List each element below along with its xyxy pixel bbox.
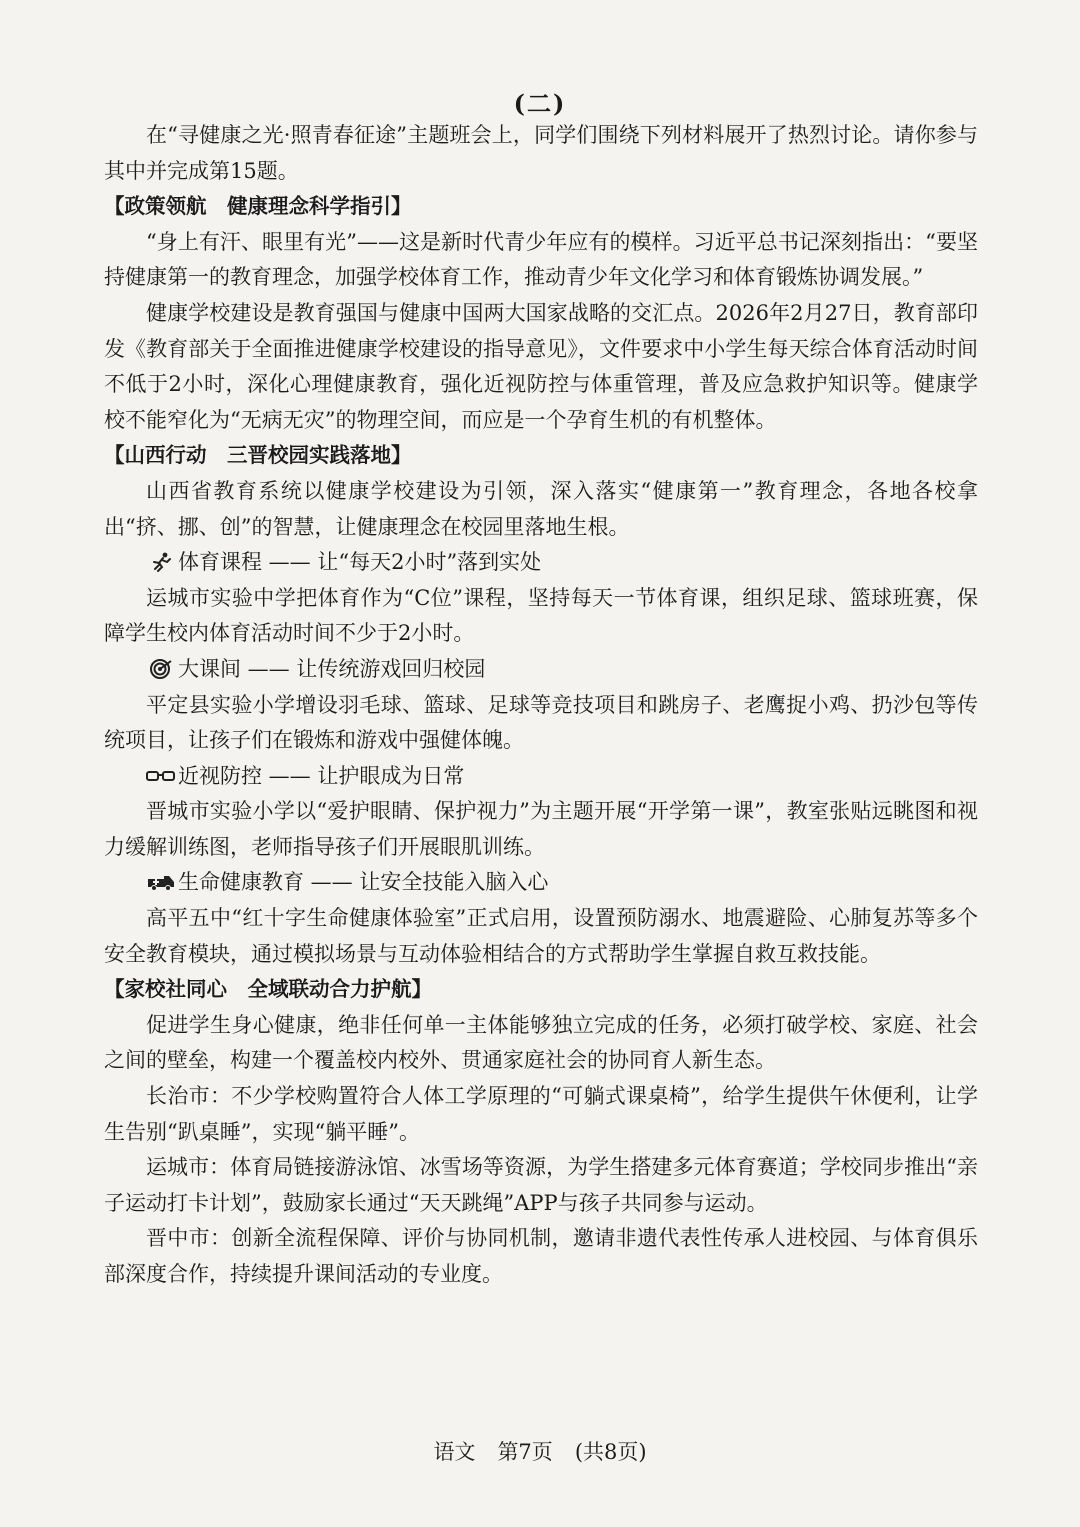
section-title: (二) (513, 89, 567, 118)
page-footer (0, 1436, 1080, 1466)
paragraph: 高平五中“红十字生命健康体验室”正式启用，设置预防溺水、地震避险、心肺复苏等多个安全教育模块，通过模拟场景与互动体验相结合的方式帮助学生掌握自救互救技能。 (104, 906, 978, 966)
paragraph: 促进学生身心健康，绝非任何单一主体能够独立完成的任务，必须打破学校、家庭、社会之间的壁垒，构建一个覆盖校内校外、贯通家庭社会的协同育人新生态。 (104, 1012, 978, 1073)
subheading-safety (104, 865, 978, 901)
paragraph: 晋城市实验小学以“爱护眼睛、保护视力”为主题开展“开学第一课”，教室张贴远眺图和视力缓解训练图，老师指导孩子们开展眼肌训练。 (104, 799, 978, 859)
subheading-text: 大课间 —— 让传统游戏回归校园 (178, 656, 486, 681)
subheading-text: 近视防控 —— 让护眼成为日常 (178, 763, 465, 788)
footer-subject: 语文 (433, 1440, 476, 1464)
subheading-text: 生命健康教育 —— 让安全技能入脑入心 (178, 870, 549, 895)
intro-paragraph: 在“寻健康之光·照青春征途”主题班会上，同学们围绕下列材料展开了热烈讨论。请你参与其中并完成第15题。 (104, 123, 978, 183)
paragraph: 晋中市：创新全流程保障、评价与协同机制，邀请非遗代表性传承人进校园、与体育俱乐部深度合作，持续提升课间活动的专业度。 (104, 1226, 978, 1286)
ambulance-icon (146, 872, 176, 892)
subheading-recess (104, 652, 978, 688)
section-heading-policy: 【政策领航 健康理念科学指引】 (104, 194, 412, 219)
paragraph: “身上有汗、眼里有光”——这是新时代青少年应有的模样。习近平总书记深刻指出：“要坚持健康第一的教育理念，加强学校体育工作，推动青少年文化学习和体育锻炼协调发展。” (104, 229, 978, 290)
passage (104, 118, 978, 1293)
footer-page: 第7页 (497, 1440, 553, 1464)
running-icon (146, 552, 176, 572)
footer-total: (共8页) (574, 1440, 647, 1464)
paragraph: 山西省教育系统以健康学校建设为引领，深入落实“健康第一”教育理念，各地各校拿出“挤、挪、创”的智慧，让健康理念在校园里落地生根。 (104, 478, 978, 539)
paragraph: 运城市实验中学把体育作为“C位”课程，坚持每天一节体育课，组织足球、篮球班赛，保障学生校内体育活动时间不少于2小时。 (104, 585, 978, 646)
subheading-text: 体育课程 —— 让“每天2小时”落到实处 (178, 550, 542, 575)
paragraph: 健康学校建设是教育强国与健康中国两大国家战略的交汇点。2026年2月27日，教育部印发《教育部关于全面推进健康学校建设的指导意见》，文件要求中小学生每天综合体育活动时间不低于2小时，深化心理健康教育，强化近视防控与体重管理，普及应急救护知识等。健康学校不能窄化为“无病无灾”的物理空间，而应是一个孕育生机的有机整体。 (104, 300, 978, 432)
target-icon (146, 659, 176, 679)
subheading-pe (104, 545, 978, 581)
paragraph: 平定县实验小学增设羽毛球、篮球、足球等竞技项目和跳房子、老鹰捉小鸡、扔沙包等传统项目，让孩子们在锻炼和游戏中强健体魄。 (104, 692, 978, 753)
glasses-icon (146, 766, 176, 786)
paragraph: 运城市：体育局链接游泳馆、冰雪场等资源，为学生搭建多元体育赛道；学校同步推出“亲子运动打卡计划”，鼓励家长通过“天天跳绳”APP与孩子共同参与运动。 (104, 1155, 978, 1215)
section-heading-shanxi: 【山西行动 三晋校园实践落地】 (104, 443, 412, 468)
subheading-myopia (104, 759, 978, 795)
paragraph: 长治市：不少学校购置符合人体工学原理的“可躺式课桌椅”，给学生提供午休便利，让学生告别“趴桌睡”，实现“躺平睡”。 (104, 1084, 978, 1144)
section-heading-community: 【家校社同心 全域联动合力护航】 (104, 977, 432, 1002)
